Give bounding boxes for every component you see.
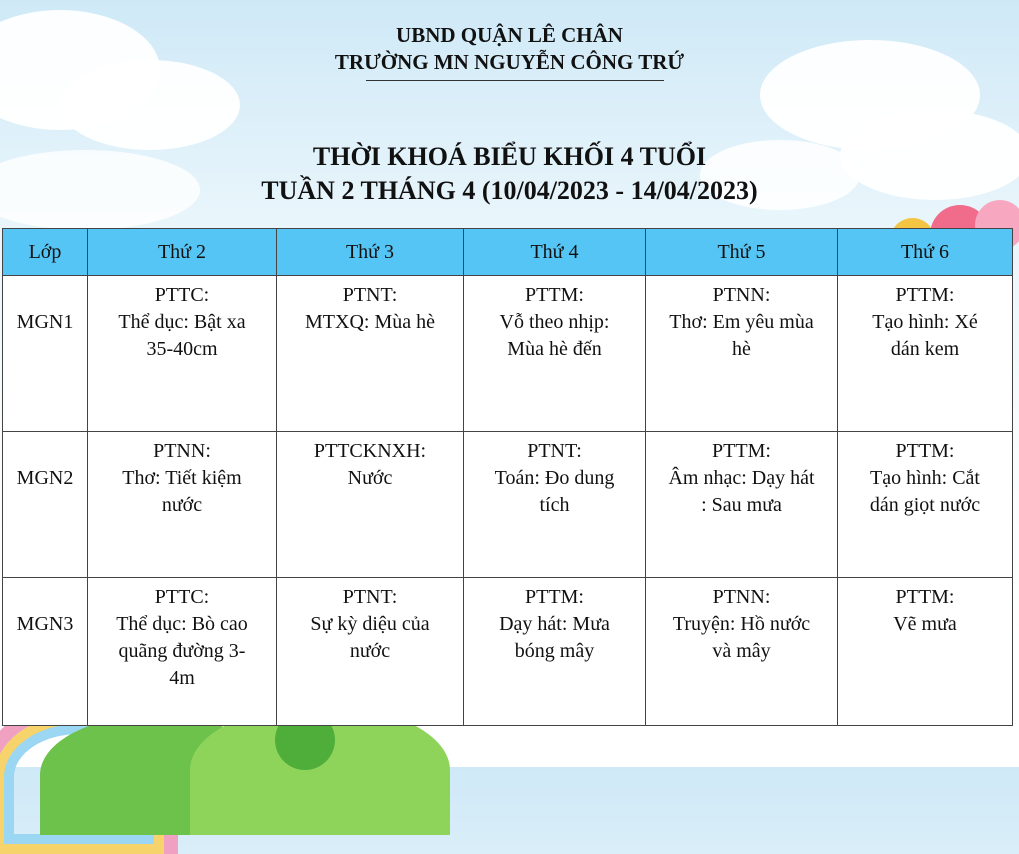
activity-text: Nước bbox=[347, 467, 393, 489]
activity-text: Vỗ theo nhịp: bbox=[499, 311, 610, 333]
activity-text: Tạo hình: Xé bbox=[872, 311, 978, 333]
class-name-cell: MGN1 bbox=[3, 276, 88, 432]
activity-area: PTTC: bbox=[154, 284, 210, 306]
activity-cell-fri bbox=[838, 578, 1013, 726]
activity-cell-wed bbox=[464, 276, 646, 432]
activity-area: PTTC: bbox=[154, 586, 210, 608]
activity-text: MTXQ: Mùa hè bbox=[305, 311, 435, 333]
column-header-tue: Thứ 3 bbox=[277, 229, 464, 276]
activity-text: hè bbox=[732, 338, 751, 360]
activity-cell-thu bbox=[646, 432, 838, 578]
district-name: UBND QUẬN LÊ CHÂN bbox=[396, 23, 623, 47]
activity-text: nước bbox=[349, 640, 391, 662]
activity-text: và mây bbox=[712, 640, 771, 662]
activity-cell-mon bbox=[88, 432, 277, 578]
activity-text: quãng đường 3- bbox=[118, 640, 246, 662]
activity-text: Thể dục: Bật xa bbox=[118, 311, 246, 333]
activity-cell-mon bbox=[88, 578, 277, 726]
class-name-cell: MGN3 bbox=[3, 578, 88, 726]
class-name-cell: MGN2 bbox=[3, 432, 88, 578]
schedule-title bbox=[0, 140, 1019, 208]
activity-cell-thu bbox=[646, 276, 838, 432]
activity-area: PTNT: bbox=[527, 440, 582, 462]
activity-text: Toán: Đo dung bbox=[494, 467, 615, 489]
activity-area: PTNN: bbox=[153, 440, 211, 462]
activity-text: Âm nhạc: Dạy hát bbox=[668, 467, 815, 489]
activity-area: PTTCKNXH: bbox=[313, 440, 427, 462]
activity-text: Tạo hình: Cắt bbox=[870, 467, 980, 489]
activity-cell-tue bbox=[277, 432, 464, 578]
activity-text: Thơ: Tiết kiệm bbox=[122, 467, 242, 489]
activity-cell-wed bbox=[464, 432, 646, 578]
column-header-fri: Thứ 6 bbox=[838, 229, 1013, 276]
activity-text: dán kem bbox=[890, 338, 960, 360]
activity-area: PTTM: bbox=[895, 284, 955, 306]
column-header-thu: Thứ 5 bbox=[646, 229, 838, 276]
table-row bbox=[3, 578, 1013, 726]
activity-text: nước bbox=[161, 494, 203, 516]
table-header-row bbox=[3, 229, 1013, 276]
school-name: TRƯỜNG MN NGUYỄN CÔNG TRỨ bbox=[334, 50, 685, 74]
title-week: TUẦN 2 THÁNG 4 (10/04/2023 - 14/04/2023) bbox=[261, 176, 758, 205]
activity-area: PTNT: bbox=[342, 586, 398, 608]
activity-text: Mùa hè đến bbox=[507, 338, 602, 360]
column-header-mon: Thứ 2 bbox=[88, 229, 277, 276]
activity-text: tích bbox=[539, 494, 570, 516]
activity-cell-mon bbox=[88, 276, 277, 432]
activity-cell-thu bbox=[646, 578, 838, 726]
timetable bbox=[2, 228, 1013, 726]
table-row bbox=[3, 432, 1013, 578]
activity-text: Sự kỳ diệu của bbox=[310, 613, 430, 635]
activity-area: PTTM: bbox=[895, 440, 955, 462]
activity-cell-wed bbox=[464, 578, 646, 726]
activity-area: PTTM: bbox=[712, 440, 771, 462]
activity-area: PTNN: bbox=[712, 284, 771, 306]
activity-text: 4m bbox=[169, 667, 195, 689]
activity-text: Vẽ mưa bbox=[893, 613, 957, 635]
school-header bbox=[0, 22, 1019, 81]
title-main: THỜI KHOÁ BIỂU KHỐI 4 TUỔI bbox=[312, 142, 707, 171]
activity-area: PTNN: bbox=[712, 586, 771, 608]
activity-cell-fri bbox=[838, 432, 1013, 578]
activity-text: Thể dục: Bò cao bbox=[116, 613, 248, 635]
column-header-wed: Thứ 4 bbox=[464, 229, 646, 276]
activity-text: Thơ: Em yêu mùa bbox=[669, 311, 814, 333]
activity-text: : Sau mưa bbox=[701, 494, 782, 516]
activity-text: dán giọt nước bbox=[869, 494, 981, 516]
activity-text: Dạy hát: Mưa bbox=[499, 613, 610, 635]
activity-cell-tue bbox=[277, 578, 464, 726]
activity-text: 35-40cm bbox=[146, 338, 218, 360]
activity-text: Truyện: Hồ nước bbox=[672, 613, 811, 635]
activity-cell-fri bbox=[838, 276, 1013, 432]
column-header-class: Lớp bbox=[3, 229, 88, 276]
activity-text: bóng mây bbox=[514, 640, 595, 662]
activity-area: PTTM: bbox=[525, 586, 584, 608]
activity-cell-tue bbox=[277, 276, 464, 432]
activity-area: PTTM: bbox=[895, 586, 955, 608]
activity-area: PTNT: bbox=[342, 284, 398, 306]
header-underline bbox=[366, 80, 664, 81]
table-row bbox=[3, 276, 1013, 432]
activity-area: PTTM: bbox=[525, 284, 584, 306]
